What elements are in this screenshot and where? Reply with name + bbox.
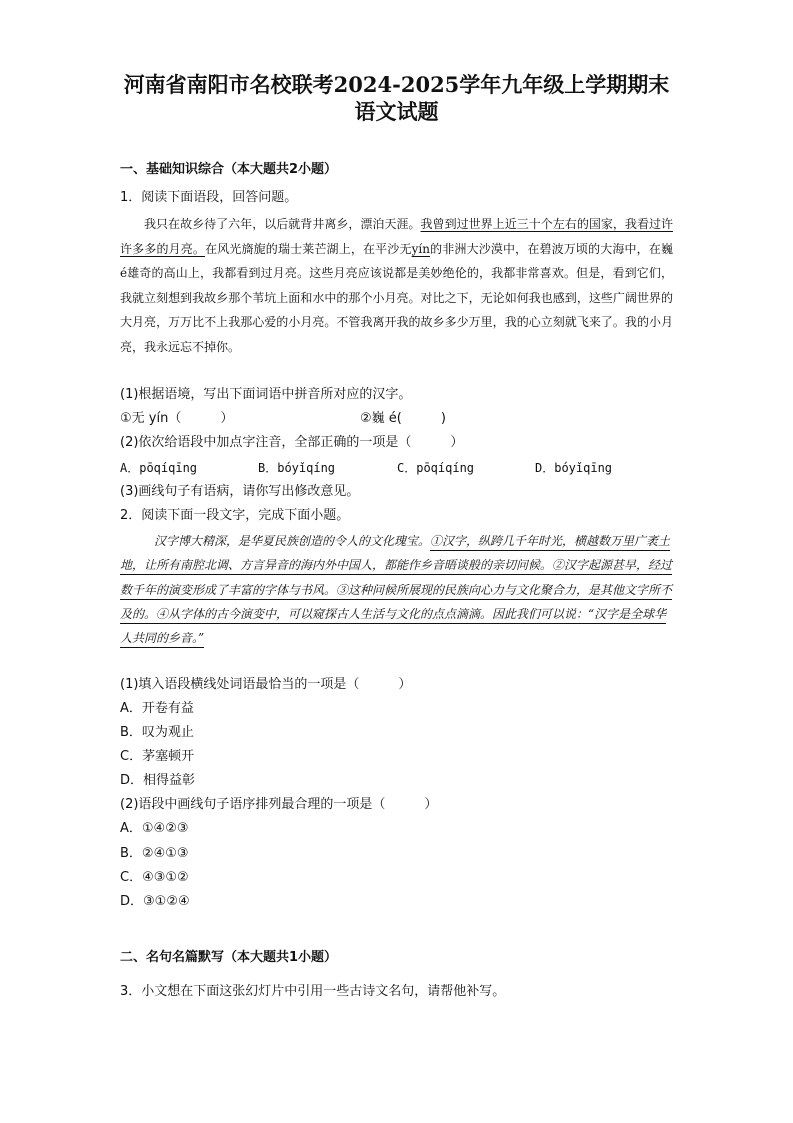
passage-text: 我只在故乡待了六年，以后就背井离乡，漂泊天涯。 xyxy=(144,217,421,231)
page-subtitle: 语文试题 xyxy=(354,99,439,124)
underlined-sentences: ①汉字，纵跨几千年时光，横越数万里广袤土地，让所有南腔北调、方言异音的海内外中国人，都能作乡音晤谈般的亲切问候。②汉字起源甚早，经过数千年的演变形成了丰富的字体与书风。③这种问候所展现的民族向心力与文化聚合力，是其他文字所不及的。④从字体的古今演变中，可以窥探古人生活与文化的点点滴滴。因此我们可以说：“汉字是全球华人共同的乡音。” xyxy=(120,534,672,648)
option-b: B．②④①③ xyxy=(120,846,189,861)
passage-text: 在风光旖旎的瑞士莱芒湖上，在平沙无 xyxy=(205,241,412,256)
underlined-sentence: 我曾到过世界上近三十个左右的国家，我看过许许多多的月亮。 xyxy=(120,217,673,256)
option-a: A．pōqíqīng xyxy=(120,461,198,475)
passage-text: 汉字博大精深，是华夏民族创造的令人的文化瑰宝。 xyxy=(154,534,431,548)
option-d: D．相得益彰 xyxy=(120,773,196,788)
passage-text: 的非洲大沙漠中，在碧波万顷的大海中，在巍é雄奇的高山上，我都看到过月亮。这些月亮应该说都是美妙绝伦的，我都非常喜欢。但是，看到它们，我就立刻想到我故乡那个苇坑上面和水中的那个小月亮。对比之下，无论如何我也感到，这些广阔世界的大月亮，万万比不上我那心爱的小月亮。不管我离开我的故乡多少万里，我的心立刻就飞来了。我的小月亮，我永远忘不掉你。 xyxy=(120,241,673,354)
question-2-passage xyxy=(120,529,673,650)
page-title: 河南省南阳市名校联考2024-2025学年九年级上学期期末 xyxy=(123,72,670,97)
question-1-stem: 1．阅读下面语段，回答问题。 xyxy=(120,190,298,205)
option-b: B．叹为观止 xyxy=(120,725,194,740)
option-c: C．pōqíqíng xyxy=(397,461,475,475)
question-2-sub1: (1)填入语段横线处词语最恰当的一项是（ ） xyxy=(120,677,412,692)
question-1-sub3: (3)画线句子有语病，请你写出修改意见。 xyxy=(120,484,360,499)
option-b: B．bóyǐqíng xyxy=(258,461,336,475)
question-2-stem: 2．阅读下面一段文字，完成下面小题。 xyxy=(120,508,350,523)
question-1-sub1-b: ②巍 é( ) xyxy=(360,411,446,426)
option-c: C．④③①② xyxy=(120,870,189,885)
option-c: C．茅塞顿开 xyxy=(120,749,195,764)
question-1-sub1: (1)根据语境，写出下面词语中拼音所对应的汉字。 xyxy=(120,387,412,402)
option-a: A．开卷有益 xyxy=(120,701,194,716)
question-1-sub1-a: ①无 yín（ ） xyxy=(120,411,234,426)
option-d: D．bóyǐqīng xyxy=(535,461,613,475)
question-1-passage xyxy=(120,212,673,359)
question-2-sub2: (2)语段中画线句子语序排列最合理的一项是（ ） xyxy=(120,797,438,812)
pinyin-mark: yín xyxy=(411,241,430,256)
question-3-stem: 3．小文想在下面这张幻灯片中引用一些古诗文名句，请帮他补写。 xyxy=(120,984,506,999)
question-1-sub2: (2)依次给语段中加点字注音，全部正确的一项是（ ） xyxy=(120,435,464,450)
section-1-heading: 一、基础知识综合（本大题共2小题） xyxy=(120,162,338,177)
option-d: D．③①②④ xyxy=(120,894,190,909)
section-2-heading: 二、名句名篇默写（本大题共1小题） xyxy=(120,950,338,965)
option-a: A．①④②③ xyxy=(120,821,189,836)
